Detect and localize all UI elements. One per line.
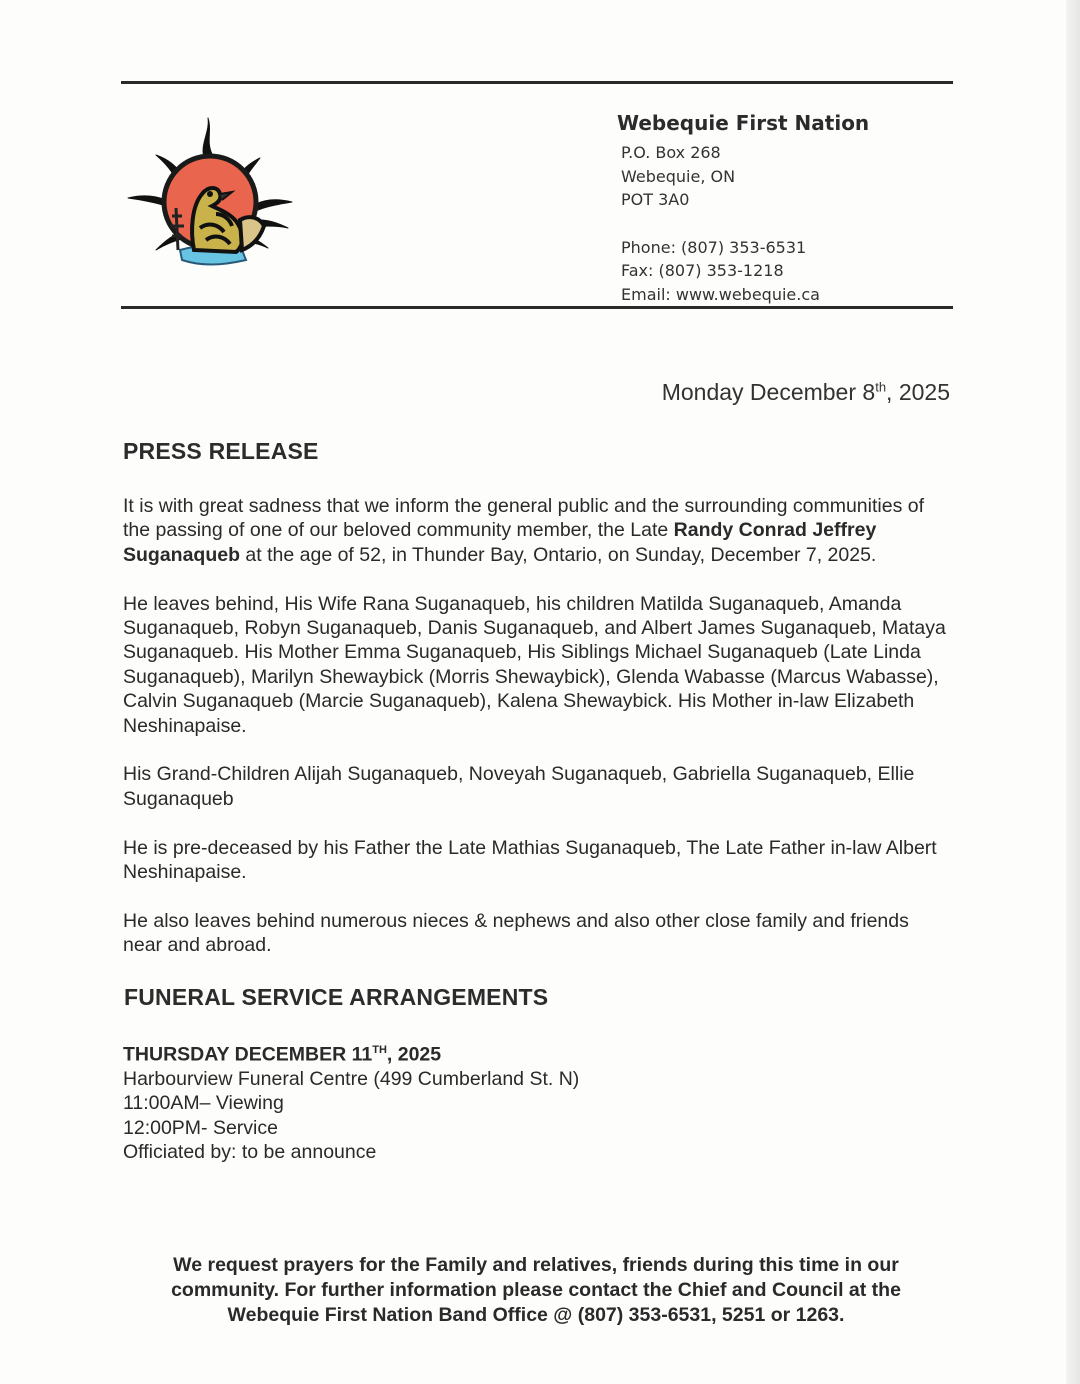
organization-name: Webequie First Nation [617,111,870,135]
organization-block [617,111,869,306]
address-line: Webequie, ON [621,166,736,186]
deceased-name: Randy Conrad Jeffrey Suganaqueb [123,519,877,566]
intro-paragraph [123,494,953,567]
header-top-rule [121,81,953,84]
funeral-date [123,1038,953,1067]
funeral-location: Harbourview Funeral Centre (499 Cumberland St. N) [123,1067,580,1090]
predeceased-paragraph: He is pre-deceased by his Father the Late Mathias Suganaqueb, The Late Father in-law Albert Neshinapaise. [123,836,937,884]
header-bottom-rule [121,306,953,309]
funeral-schedule [123,1038,953,1165]
extended-family-paragraph: He also leaves behind numerous nieces & nephews and also other close family and friends near and abroad. [123,909,909,957]
closing-request [120,1253,952,1328]
release-date [662,379,950,406]
closing-line: Webequie First Nation Band Office @ (807) 353-6531, 5251 or 1263. [227,1304,845,1326]
grandchildren-paragraph: His Grand-Children Alijah Suganaqueb, Noveyah Suganaqueb, Gabriella Suganaqueb, Ellie Suganaqueb [123,763,915,810]
email-line: Email: www.webequie.ca [621,284,820,304]
closing-line: community. For further information please contact the Chief and Council at the [171,1279,901,1301]
funeral-date-year: , 2025 [386,1043,442,1066]
funeral-heading: FUNERAL SERVICE ARRANGEMENTS [124,984,549,1011]
date-text: Monday December 8 [661,379,876,405]
intro-text: It is with great sadness that we inform the general public and the surrounding communities of the passing of one of our beloved community member, the Late [123,495,925,542]
press-release-heading: PRESS RELEASE [123,438,319,464]
page-edge-shadow [1066,0,1080,1384]
address-line: P.O. Box 268 [621,143,721,162]
viewing-time: 11:00AM– Viewing [123,1092,284,1115]
date-ordinal: th [875,379,887,395]
fax-line: Fax: (807) 353-1218 [621,261,784,280]
address-line: POT 3A0 [621,190,690,209]
closing-line: We request prayers for the Family and relatives, friends during this time in our [173,1254,899,1276]
funeral-date-text: THURSDAY DECEMBER 11 [123,1043,373,1066]
date-year: , 2025 [886,379,950,405]
webequie-first-nation-logo-icon [120,110,300,275]
phone-line: Phone: (807) 353-6531 [621,237,807,257]
survivors-paragraph: He leaves behind, His Wife Rana Suganaqueb, his children Matilda Suganaqueb, Amanda Suganaqueb, Robyn Suganaqueb, Danis Suganaqueb, and Albert James Suganaqueb, Mataya Suganaqueb. His Mother Emma Suganaqueb, His Siblings Michael Suganaqueb (Late Linda Suganaqueb), Marilyn Shewaybick (Morris Shewaybick), Glenda Wabasse (Marcus Wabasse), Calvin Suganaqueb (Marcie Suganaqueb), Kalena Shewaybick. His Mother in-law Elizabeth Neshinapaise. [123,592,946,737]
intro-text-end: at the age of 52, in Thunder Bay, Ontario, on Sunday, December 7, 2025. [240,543,877,566]
officiant: Officiated by: to be announce [123,1141,377,1164]
press-release-body [123,436,953,1165]
service-time: 12:00PM- Service [123,1116,278,1139]
funeral-date-ordinal: TH [372,1044,387,1057]
